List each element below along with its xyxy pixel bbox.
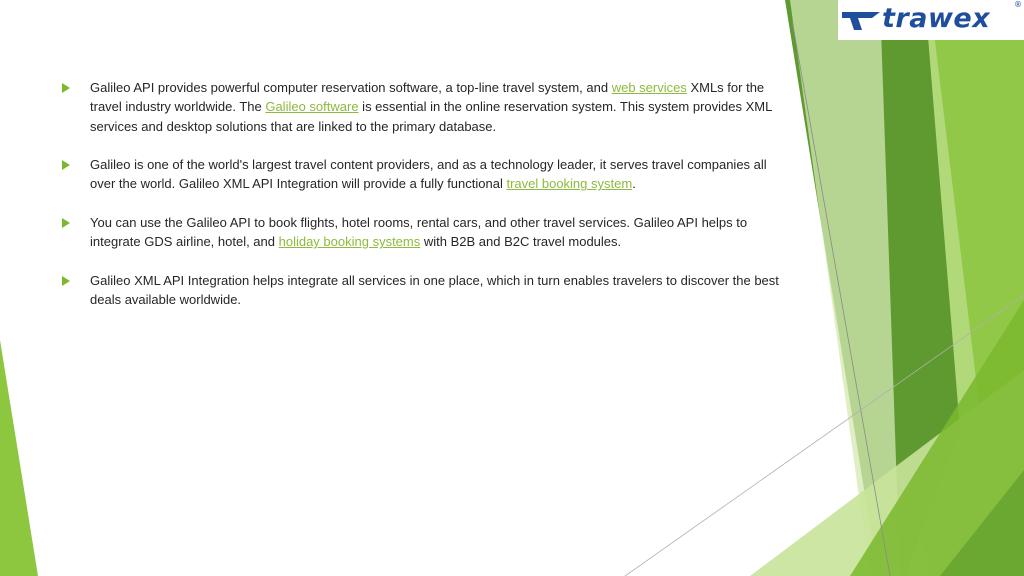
logo-text: trawex (882, 3, 991, 34)
triangle-bullet-icon (62, 276, 70, 286)
logo-registered-mark: ® (1014, 0, 1022, 9)
bullet-text (90, 215, 747, 249)
hyperlink[interactable]: holiday booking systems (278, 234, 421, 250)
triangle-bullet-icon (62, 83, 70, 93)
text-segment: You can use the Galileo API to book flights, hotel rooms, rental cars, and other travel services. Galileo API helps to integrate GDS airline, hotel, and (90, 215, 748, 250)
bullet-item (60, 78, 780, 136)
hyperlink[interactable]: web services (611, 80, 687, 95)
text-segment: XMLs for the travel industry worldwide. The (90, 80, 765, 115)
left-green-sliver (0, 340, 38, 576)
triangle-bullet-icon (62, 160, 70, 170)
trawex-logo (838, 0, 1024, 40)
text-segment: is essential in the online reservation system. This system provides XML services and desktop solutions that are linked to the primary database. (90, 99, 772, 134)
bullet-item (60, 271, 780, 310)
text-segment: Galileo API provides powerful computer reservation software, a top-line travel system, and (90, 80, 612, 95)
hyperlink[interactable]: Galileo software (265, 99, 359, 115)
triangle-bullet-icon (62, 218, 70, 228)
text-segment: Galileo is one of the world's largest travel content providers, and as a technology leader, it serves travel companies all over the world. Galileo XML API Integration will provide a fully functional (90, 157, 767, 192)
bullet-item (60, 213, 780, 252)
text-segment: . (632, 176, 636, 192)
text-segment: Galileo XML API Integration helps integrate all services in one place, which in turn enables travelers to discover the best deals available worldwide. (90, 272, 779, 308)
text-segment: with B2B and B2C travel modules. (420, 234, 622, 250)
bullet-item (60, 155, 780, 194)
bullet-text (90, 273, 779, 307)
bullet-list (60, 78, 780, 329)
logo-swoosh-icon (842, 10, 880, 30)
bullet-text (90, 80, 772, 134)
hyperlink[interactable]: travel booking system (506, 176, 633, 192)
bullet-text (90, 157, 767, 191)
